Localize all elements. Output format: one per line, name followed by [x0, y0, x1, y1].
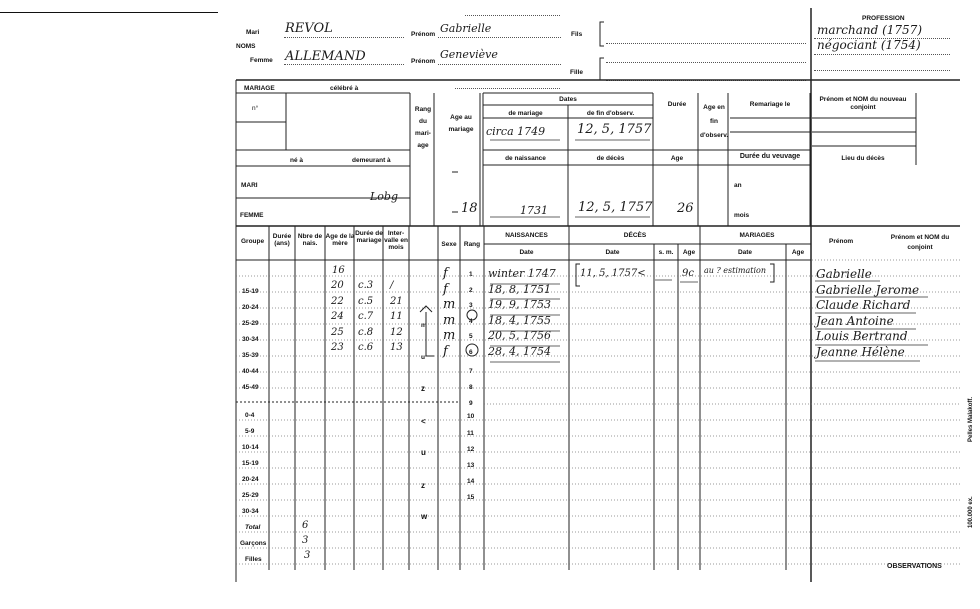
child-naissance: winter 1747	[488, 267, 556, 280]
group-top-2: 20-24	[242, 304, 259, 311]
side-letter-2: u	[421, 354, 425, 361]
child-prenom: Jean Antoine	[816, 313, 894, 328]
col-mariages: MARIAGES	[739, 232, 775, 239]
rang-14: 14	[467, 478, 475, 485]
col-naissances: NAISSANCES	[505, 232, 548, 239]
child-duree-mariage: c.5	[358, 295, 374, 307]
garcons-value: 3	[302, 535, 309, 546]
femme-name: ALLEMAND	[285, 49, 366, 64]
child-prenom: Claude Richard	[816, 298, 911, 312]
col-age: Age	[682, 249, 696, 256]
col-naissance-date: Date	[519, 249, 534, 256]
child-intervalle: /	[390, 280, 394, 291]
profession-title: PROFESSION	[862, 15, 905, 22]
child-naissance: 18, 4, 1755	[488, 313, 551, 327]
col-duree: Durée (ans)	[272, 233, 292, 247]
child-duree-mariage: c.8	[358, 326, 374, 338]
side-letter-6: z	[421, 481, 425, 490]
naissance-femme-value: 1731	[520, 204, 548, 217]
child-naissance: 18, 8, 1751	[488, 282, 551, 296]
mari-label: Mari	[246, 29, 260, 36]
age-au-mariage-label: Age au mariage	[448, 114, 474, 133]
group-bottom-7: 30-34	[242, 508, 259, 515]
duree-veuvage-label: Durée du veuvage	[739, 153, 801, 160]
mari-name: REVOL	[285, 21, 333, 36]
group-bottom-4: 15-19	[242, 460, 259, 467]
demeurant-femme: Lobg	[370, 190, 399, 203]
total-value: 6	[302, 520, 309, 531]
child-prenom: Jeanne Hélène	[816, 344, 905, 359]
rang-7: 7	[469, 368, 473, 375]
first-age-mere: 16	[332, 265, 345, 276]
an-label: an	[734, 182, 742, 189]
child-rang: 2	[469, 286, 473, 294]
ne-a-label: né à	[290, 157, 304, 164]
observations-label: OBSERVATIONS	[887, 563, 942, 570]
child-age-mere: 24	[331, 311, 344, 322]
mariage-title: MARIAGE	[244, 85, 275, 92]
child-rang: 6	[469, 348, 473, 356]
remariage-label: Remariage le	[749, 101, 791, 108]
child-intervalle: 11	[390, 311, 403, 322]
age-label: Age	[670, 155, 684, 162]
col-mariage-date: Date	[737, 249, 753, 256]
side-letter-4: <	[421, 417, 426, 426]
mari-prenom: Gabrielle	[440, 22, 492, 35]
child-sexe: m	[443, 297, 456, 312]
rang-13: 13	[467, 462, 475, 469]
prenom-label-femme: Prénom	[411, 58, 436, 65]
fille-label: Fille	[570, 69, 584, 76]
child-sexe: m	[443, 312, 456, 328]
rang-8: 8	[469, 384, 473, 391]
group-top-4: 30-34	[242, 336, 259, 343]
col-mariage-age: Age	[791, 249, 805, 256]
child-rang: 3	[469, 302, 473, 309]
garcons-label: Garçons	[240, 540, 267, 547]
child-prenom: Gabrielle	[816, 267, 872, 281]
child-duree-mariage: c.3	[358, 280, 374, 291]
group-top-1: 15-19	[242, 288, 259, 295]
child-age: 9c	[682, 268, 694, 279]
print-run-label: 100.000 ex.	[968, 496, 974, 528]
side-letter-3: z	[421, 384, 425, 393]
col-age-mere: Age de la mère	[325, 233, 355, 247]
side-letter-5: u	[421, 448, 426, 457]
date-mariage-value: circa 1749	[486, 125, 546, 138]
rang-9: 9	[469, 400, 473, 407]
lieu-deces-label: Lieu du décès	[841, 155, 885, 162]
age-fin-label: Age en fin d'observ.	[700, 104, 729, 139]
child-age-mere: 25	[331, 326, 344, 338]
child-naissance: 20, 5, 1756	[488, 329, 551, 342]
rang-11: 11	[467, 430, 474, 437]
date-fin-value: 12, 5, 1757	[577, 122, 652, 137]
profession-entry-2: négociant (1754)	[817, 38, 921, 52]
col-deces-date: Date	[605, 249, 620, 256]
col-groupe: Groupe	[241, 238, 265, 245]
child-duree-mariage: c.7	[358, 311, 374, 322]
child-age-mere: 22	[331, 295, 344, 307]
child-age-mere: 23	[331, 342, 344, 353]
rang-label: Rang du mari-age	[414, 106, 432, 149]
age-fin-value: 26	[677, 201, 694, 216]
group-top-5: 35-39	[242, 352, 259, 359]
child-prenom: Gabrielle Jerome	[816, 282, 920, 297]
de-fin-label: de fin d'observ.	[586, 110, 635, 117]
group-bottom-2: 5-9	[245, 428, 255, 435]
child-age-mere: 20	[331, 280, 344, 291]
child-intervalle: 13	[390, 342, 403, 353]
col-sexe: Sexe	[441, 241, 457, 248]
filles-value: 3	[304, 550, 311, 561]
prenom-label-mari: Prénom	[411, 31, 436, 38]
no-label: n°	[252, 105, 259, 112]
profession-entry-1: marchand (1757)	[817, 23, 922, 37]
child-sexe: f	[443, 266, 448, 281]
rang-12: 12	[467, 446, 475, 453]
col-deces: DÉCÈS	[623, 232, 647, 239]
dates-title: Dates	[559, 96, 577, 103]
group-bottom-6: 25-29	[242, 492, 259, 499]
de-mariage-label: de mariage	[508, 110, 543, 117]
group-top-3: 25-29	[242, 320, 259, 327]
deces-femme-value: 12, 5, 1757	[578, 200, 653, 215]
group-top-6: 40-44	[242, 368, 259, 375]
child-naissance: 19, 9, 1753	[488, 298, 551, 311]
group-bottom-1: 0-4	[245, 412, 255, 419]
fils-label: Fils	[571, 31, 583, 38]
duree-label: Durée	[667, 101, 687, 108]
femme-row-label: FEMME	[240, 212, 264, 219]
group-top-7: 45-49	[242, 384, 259, 391]
age-mariage-value: 18	[461, 201, 478, 216]
col-sm: s. m.	[658, 249, 674, 256]
total-label: Total	[245, 524, 261, 531]
celebre-label: célébré à	[330, 85, 359, 92]
child-rang: 5	[469, 333, 473, 340]
col-intervalle: Inter-valle en mois	[384, 230, 408, 251]
prenom-nom-conjoint-label: Prénom et NOM du nouveau conjoint	[819, 96, 907, 111]
col-nbre: Nbre de nais.	[297, 233, 323, 247]
group-bottom-5: 20-24	[242, 476, 259, 483]
de-naissance-label: de naissance	[505, 155, 546, 162]
child-sexe: f	[443, 343, 448, 359]
side-letter-1: m	[421, 322, 427, 329]
top-left-rule	[0, 12, 218, 13]
child-intervalle: 21	[390, 295, 403, 307]
femme-prenom: Geneviève	[440, 48, 498, 61]
child-deces: 11, 5, 1757<	[580, 268, 646, 279]
child-rang: 4	[469, 317, 473, 325]
de-deces-label: de décès	[596, 155, 625, 162]
filles-label: Filles	[245, 556, 262, 563]
noms-label: NOMS	[236, 43, 256, 50]
col-prenom: Prénom	[829, 238, 854, 245]
child-sexe: m	[443, 328, 456, 343]
rang-15: 15	[467, 494, 475, 501]
child-rang: 1	[469, 271, 473, 278]
child-duree-mariage: c.6	[358, 342, 374, 353]
group-bottom-3: 10-14	[242, 444, 259, 451]
printer-label: Pelles Malakoff.	[968, 396, 974, 442]
col-rang: Rang	[463, 241, 481, 248]
child-naissance: 28, 4, 1754	[488, 344, 551, 358]
demeurant-label: demeurant à	[352, 157, 391, 164]
col-duree-mariage: Durée de mariage	[355, 230, 383, 244]
child-sexe: f	[443, 281, 448, 297]
child-prenom: Louis Bertrand	[816, 329, 908, 343]
side-letter-7: w	[421, 512, 428, 521]
mari-row-label: MARI	[241, 182, 258, 189]
femme-label: Femme	[250, 57, 273, 64]
child-intervalle: 12	[390, 326, 403, 338]
rang-10: 10	[467, 413, 475, 420]
col-prenom-nom-conjoint: Prénom et NOM du conjoint	[890, 234, 950, 251]
mois-label: mois	[734, 212, 750, 219]
child-mariage: au ? estimation	[704, 266, 767, 275]
